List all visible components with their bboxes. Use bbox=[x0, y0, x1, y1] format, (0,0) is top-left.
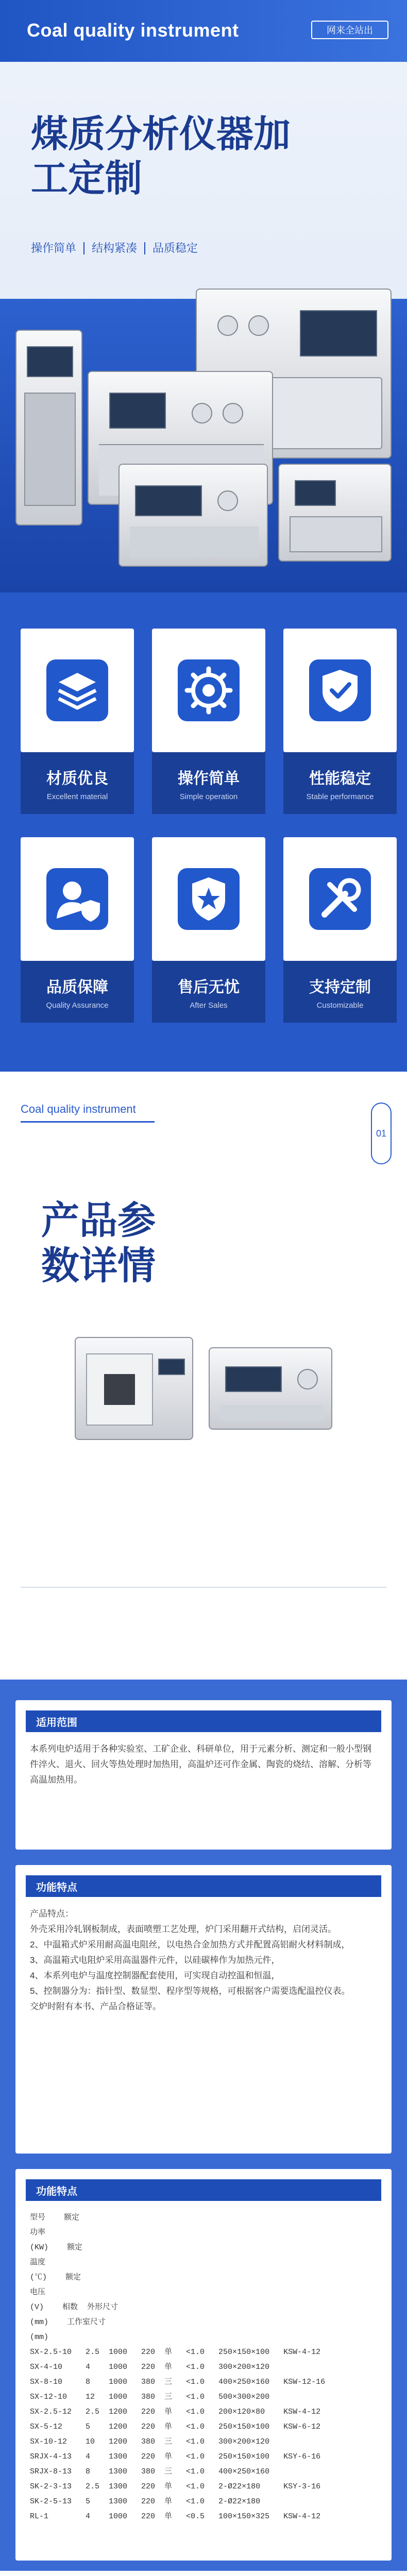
temperature-controller-image bbox=[209, 1347, 332, 1430]
table-row: SK-2-5-13 5 1300 220 单 <1.0 2-Ø22×180 bbox=[30, 2497, 261, 2506]
table-row: SX-5-12 5 1200 220 单 <1.0 250×150×100 KSW-6-12 bbox=[30, 2422, 321, 2431]
feature-card bbox=[283, 629, 397, 814]
table-row: SRJX-8-13 8 1300 380 三 <1.0 400×250×160 bbox=[30, 2467, 270, 2476]
gear-icon bbox=[178, 659, 240, 721]
feature-line: 5、控制器分为：指针型、数显型、程序型等规格，可根据客户需要选配温控仪表。 bbox=[30, 1986, 350, 1996]
spec-heading: 适用范围 bbox=[26, 1710, 381, 1732]
table-row: RL-1 4 1000 220 单 <0.5 100×150×325 KSW-4-12 bbox=[30, 2512, 321, 2521]
feature-line: 2、中温箱式炉采用耐高温电阻丝，以电热合金加热方式并配置高铝耐火材料制成， bbox=[30, 1940, 350, 1950]
table-row: SX-10-12 10 1200 380 三 <1.0 300×200×120 bbox=[30, 2437, 270, 2446]
feature-icon-box bbox=[152, 837, 265, 961]
spec-table-box bbox=[15, 2169, 392, 2561]
feature-icon-box bbox=[283, 629, 397, 752]
feature-icon-box bbox=[21, 837, 134, 961]
feature-caption bbox=[283, 752, 397, 814]
feature-caption bbox=[283, 961, 397, 1023]
muffle-furnace-image bbox=[75, 1337, 193, 1440]
feature-line: 交炉时附有本书、产品合格证等。 bbox=[30, 2002, 161, 2011]
table-row: SK-2-3-13 2.5 1300 220 单 <1.0 2-Ø22×180 KSY-3-16 bbox=[30, 2482, 321, 2491]
feature-line: 产品特点： bbox=[30, 1909, 74, 1919]
table-row: SX-4-10 4 1000 220 单 <1.0 300×200×120 bbox=[30, 2363, 270, 2371]
feature-line: 外壳采用冷轧钢板制成，表面喷塑工艺处理，炉门采用翻开式结构，启闭灵活。 bbox=[30, 1924, 336, 1934]
shield-check-icon bbox=[309, 659, 371, 721]
table-header-line: 功率 bbox=[30, 2228, 46, 2237]
feature-label: 操作简单 bbox=[178, 770, 240, 787]
hero-topbar bbox=[0, 0, 407, 62]
spec-heading: 功能特点 bbox=[26, 1875, 381, 1897]
table-row: SX-12-10 12 1000 380 三 <1.0 500×300×200 bbox=[30, 2393, 270, 2401]
feature-card bbox=[21, 837, 134, 1023]
section-divider bbox=[21, 1587, 386, 1588]
feature-icon-box bbox=[152, 629, 265, 752]
feature-card bbox=[152, 629, 265, 814]
table-header-line: 温度 bbox=[30, 2258, 46, 2267]
feature-label: 材质优良 bbox=[46, 770, 108, 787]
feature-caption bbox=[152, 961, 265, 1023]
usage-box bbox=[15, 1700, 392, 1850]
specs-section bbox=[0, 1680, 407, 2571]
badge-icon bbox=[178, 868, 240, 930]
user-shield-icon bbox=[46, 868, 108, 930]
table-row: SX-2.5-10 2.5 1000 220 单 <1.0 250×150×100 KSW-4-12 bbox=[30, 2348, 321, 2357]
table-row: SX-8-10 8 1000 380 三 <1.0 400×250×160 KSW-12-16 bbox=[30, 2378, 326, 2386]
table-header-line: (KW) 额定 bbox=[30, 2243, 83, 2252]
feature-icon-box bbox=[21, 629, 134, 752]
feature-label: 性能稳定 bbox=[309, 770, 371, 787]
hero-pill: 操作简单 bbox=[31, 242, 77, 255]
brand-name: Coal quality instrument bbox=[27, 20, 239, 41]
table-row: SX-2.5-12 2.5 1200 220 单 <1.0 200×120×80 KSW-4-12 bbox=[30, 2408, 321, 2416]
feature-label: 支持定制 bbox=[309, 978, 371, 996]
section-kicker: Coal quality instrument bbox=[21, 1103, 136, 1115]
layers-icon bbox=[46, 659, 108, 721]
feature-sub: Excellent material bbox=[46, 792, 108, 801]
hero-pill-row bbox=[31, 242, 205, 255]
hero-pill: 品质稳定 bbox=[144, 242, 205, 255]
params-section bbox=[0, 1072, 407, 1680]
contact-button[interactable]: 网来全站出 bbox=[311, 21, 388, 39]
usage-text: 本系列电炉适用于各种实验室、工矿企业、科研单位，用于元素分析、测定和一般小型钢件淬火、退火、回火等热处理时加热用，高温炉还可作金属、陶瓷的烧结、溶解、分析等高温加热用。 bbox=[30, 1744, 371, 1785]
section-number: 01 bbox=[371, 1103, 392, 1164]
kicker-underline bbox=[21, 1121, 155, 1123]
table-row: SRJX-4-13 4 1300 220 单 <1.0 250×150×100 KSY-6-16 bbox=[30, 2452, 321, 2461]
feature-sub: Quality Assurance bbox=[46, 1001, 109, 1010]
feature-card bbox=[152, 837, 265, 1023]
features-grid bbox=[21, 629, 397, 1023]
feature-line: 3、高温箱式电阻炉采用高温器件元件，以硅碳棒作为加热元件， bbox=[30, 1955, 280, 1965]
feature-sub: Customizable bbox=[316, 1001, 364, 1010]
feature-icon-box bbox=[283, 837, 397, 961]
spec-heading: 功能特点 bbox=[26, 2179, 381, 2201]
feature-label: 售后无忧 bbox=[178, 978, 240, 996]
feature-sub: Stable performance bbox=[306, 792, 374, 801]
instrument-furnace-image bbox=[278, 464, 392, 562]
table-header-line: (mm) bbox=[30, 2333, 49, 2342]
table-header-line: 型号 额定 bbox=[30, 2213, 80, 2222]
feature-line: 4、本系列电炉与温度控制器配套使用，可实现自动控温和恒温， bbox=[30, 1971, 280, 1980]
tools-icon bbox=[309, 868, 371, 930]
feature-caption bbox=[21, 752, 134, 814]
feature-caption bbox=[152, 752, 265, 814]
params-title: 产品参数详情 bbox=[41, 1199, 156, 1287]
product-photos bbox=[75, 1324, 332, 1453]
feature-sub: After Sales bbox=[190, 1001, 228, 1010]
feature-sub: Simple operation bbox=[179, 792, 238, 801]
feature-label: 品质保障 bbox=[46, 978, 108, 996]
hero-section bbox=[0, 0, 407, 592]
feature-card bbox=[283, 837, 397, 1023]
instrument-tester-image bbox=[118, 464, 268, 567]
feature-caption bbox=[21, 961, 134, 1023]
table-header-line: (V) 相数 外形尺寸 bbox=[30, 2303, 118, 2312]
table-header-line: 电压 bbox=[30, 2288, 46, 2297]
table-header-line: (mm) 工作室尺寸 bbox=[30, 2318, 106, 2327]
feature-card bbox=[21, 629, 134, 814]
instrument-tower-image bbox=[15, 330, 82, 526]
hero-title: 煤质分析仪器加工定制 bbox=[31, 114, 291, 199]
features-section bbox=[0, 592, 407, 1072]
table-header-line: (℃) 额定 bbox=[30, 2273, 81, 2282]
hero-pill: 结构紧凑 bbox=[83, 242, 144, 255]
factory-section bbox=[0, 2571, 407, 2576]
features-box bbox=[15, 1865, 392, 2154]
